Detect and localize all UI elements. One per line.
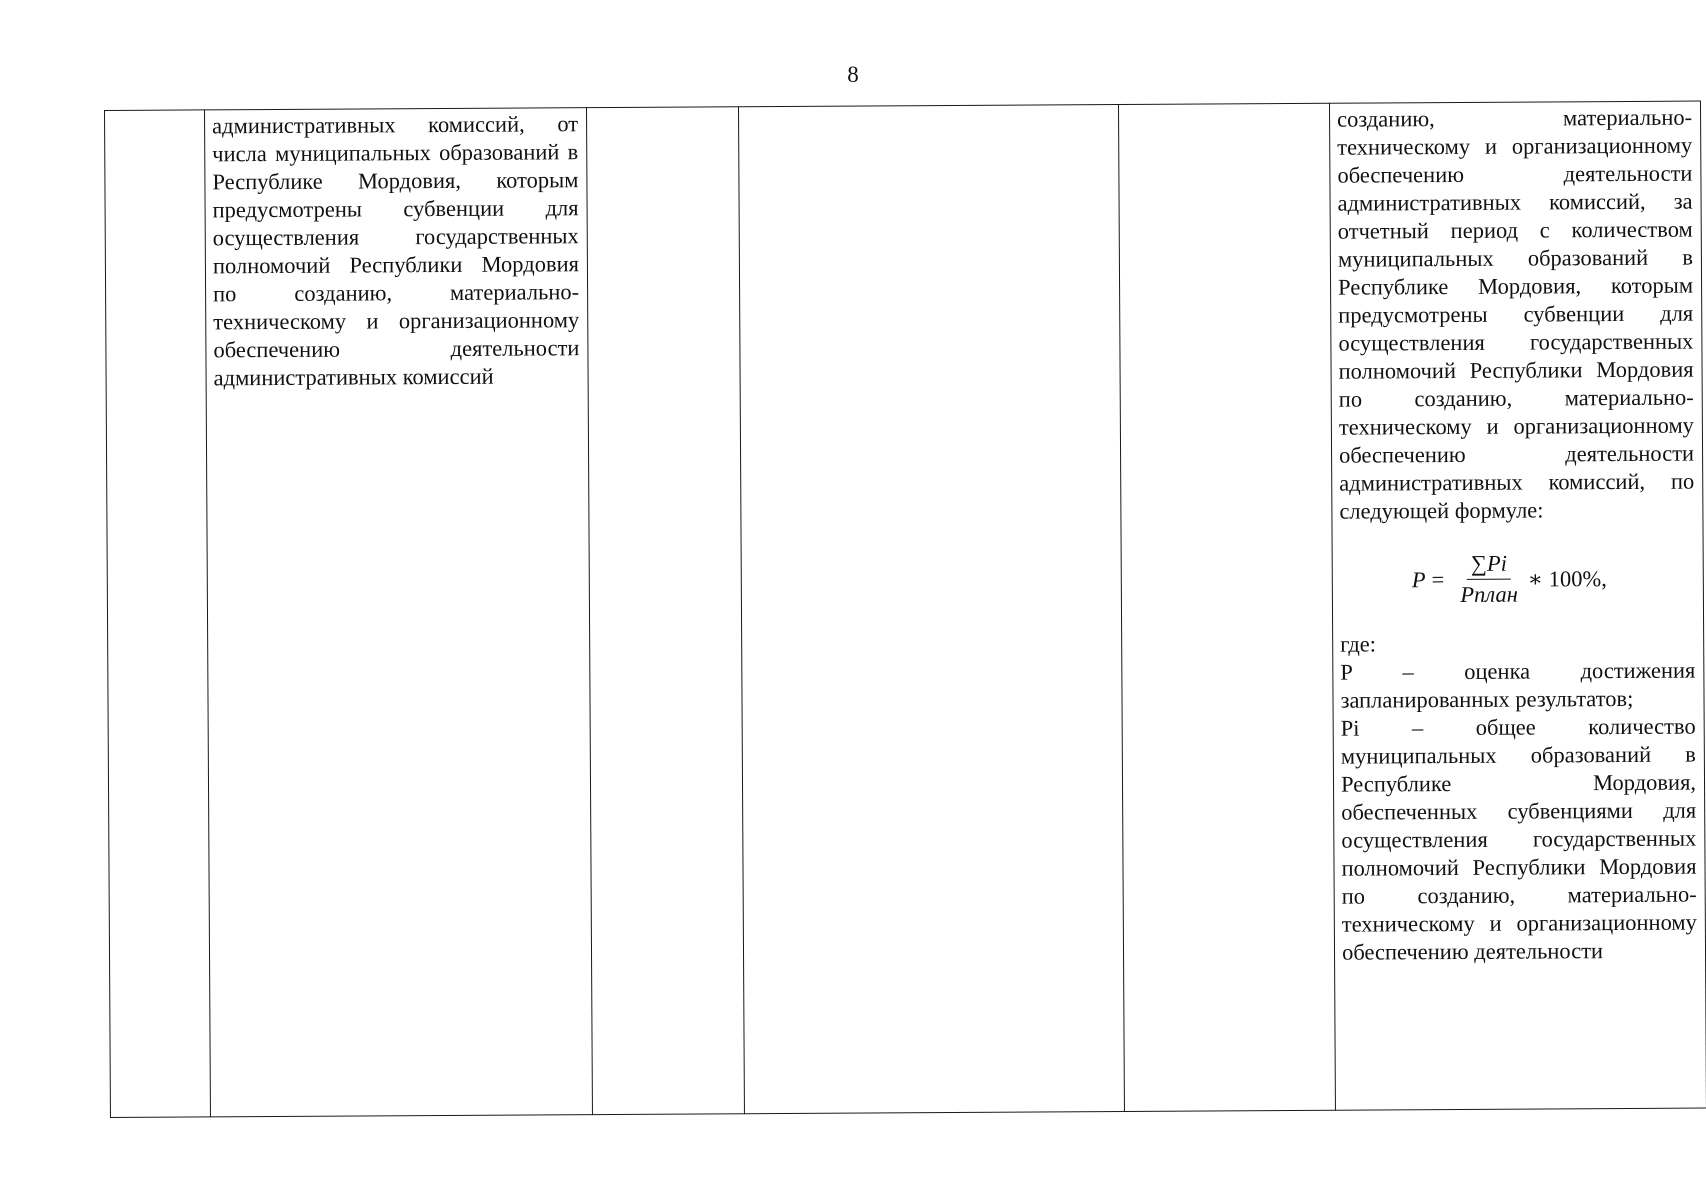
formula-numerator: ∑Pi <box>1467 551 1511 580</box>
table-cell-2 <box>205 108 593 1117</box>
table-cell-5 <box>1118 103 1335 1111</box>
table-cell-1 <box>105 110 211 1118</box>
document-table <box>104 101 1697 1118</box>
definition-pi: Pi – общее количество муниципальных образований в Республике Мордовия, обеспеченных субвенциями для осуществления государственных полномочий Республики Мордовия по созданию, материально-техническому и организационному обеспечению деятельности <box>1340 713 1697 965</box>
page-number: 8 <box>847 62 859 87</box>
formula-equals: = <box>1431 566 1445 592</box>
table <box>104 101 1706 1118</box>
table-cell-3 <box>586 107 744 1115</box>
table-row <box>105 101 1706 1117</box>
table-cell-4 <box>738 104 1124 1113</box>
formula-rhs: ∗ 100%, <box>1527 565 1607 592</box>
formula <box>1340 550 1695 609</box>
formula-lhs: P <box>1411 566 1426 592</box>
where-label: где: <box>1340 631 1377 657</box>
definition-p: P – оценка достижения запланированных результатов; <box>1340 657 1696 713</box>
table-cell-6 <box>1329 101 1706 1110</box>
method-intro: созданию, материально-техническому и организационному обеспечению деятельности административных комиссий, за отчетный период с количеством муниципальных образований в Республике Мордовия, которым предусмотрены субвенции для осуществления государственных полномочий Республики Мордовия по созданию, материально-техническому и организационному обеспечению деятельности административных комиссий, по следующей формуле: <box>1337 104 1695 524</box>
indicator-description: административных комиссий, от числа муниципальных образований в Республике Мордовия, которым предусмотрены субвенции для осуществления государственных полномочий Республики Мордовия по созданию, материально-техническому и организационному обеспечению деятельности административных комиссий <box>212 111 580 391</box>
formula-fraction <box>1456 551 1522 608</box>
formula-denominator: Pплан <box>1460 581 1518 607</box>
